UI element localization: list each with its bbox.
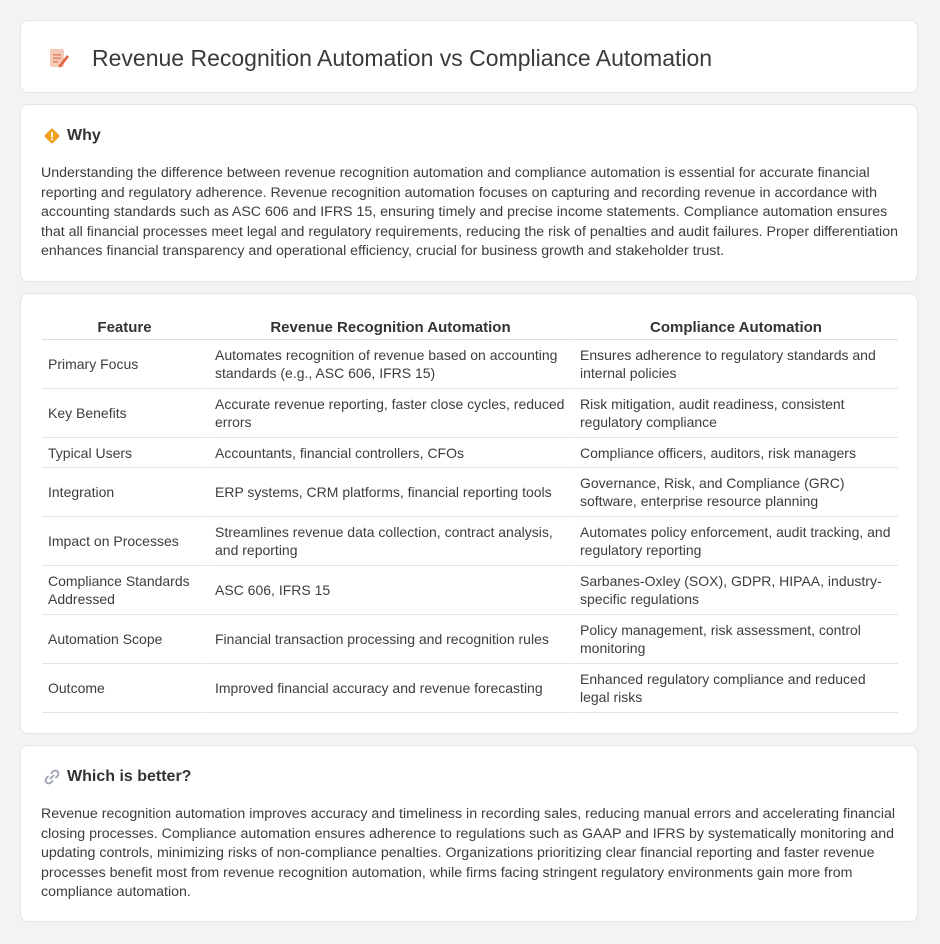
header-compliance: Compliance Automation [572,315,898,340]
table-row [42,566,898,615]
revenue-cell: ERP systems, CRM platforms, financial reporting tools [207,468,572,517]
feature-cell: Impact on Processes [42,517,207,566]
feature-cell: Automation Scope [42,615,207,664]
feature-cell: Integration [42,468,207,517]
compliance-cell: Enhanced regulatory compliance and reduced legal risks [572,664,898,713]
table-row [42,389,898,438]
title-card [20,20,918,93]
diamond-warning-icon [43,127,61,145]
feature-cell: Typical Users [42,438,207,468]
table-row [42,468,898,517]
compliance-cell: Sarbanes-Oxley (SOX), GDPR, HIPAA, industry-specific regulations [572,566,898,615]
why-heading: Why [67,127,101,144]
compliance-cell: Risk mitigation, audit readiness, consistent regulatory compliance [572,389,898,438]
compliance-cell: Automates policy enforcement, audit tracking, and regulatory reporting [572,517,898,566]
why-section [20,104,918,282]
comparison-table-card [20,293,918,734]
revenue-cell: Financial transaction processing and recognition rules [207,615,572,664]
feature-cell: Primary Focus [42,340,207,389]
revenue-cell: ASC 606, IFRS 15 [207,566,572,615]
revenue-cell: Accountants, financial controllers, CFOs [207,438,572,468]
revenue-cell: Improved financial accuracy and revenue forecasting [207,664,572,713]
compliance-cell: Governance, Risk, and Compliance (GRC) software, enterprise resource planning [572,468,898,517]
feature-cell: Outcome [42,664,207,713]
which-is-better-section [20,745,918,922]
table-row [42,438,898,468]
header-revenue-recognition: Revenue Recognition Automation [207,315,572,340]
table-row [42,517,898,566]
table-row [42,664,898,713]
why-text: Understanding the difference between revenue recognition automation and compliance automation is essential for accurate financial reporting and regulatory adherence. Revenue recognition automation focuses on capturing and recording revenue in accordance with accounting standards such as ASC 606 and IFRS 15, ensuring timely and precise income statements. Compliance automation ensures that all financial processes meet legal and regulatory requirements, reducing the risk of penalties and audit failures. Proper differentiation enhances financial transparency and operational efficiency, crucial for business growth and stakeholder trust. [41,165,898,260]
header-feature: Feature [42,315,207,340]
page-title: Revenue Recognition Automation vs Compliance Automation [92,45,713,71]
revenue-cell: Streamlines revenue data collection, contract analysis, and reporting [207,517,572,566]
table-header-row [42,315,898,340]
link-icon [43,768,61,786]
feature-cell: Key Benefits [42,389,207,438]
revenue-cell: Automates recognition of revenue based on accounting standards (e.g., ASC 606, IFRS 15) [207,340,572,389]
comparison-table [42,315,898,713]
better-text: Revenue recognition automation improves accuracy and timeliness in recording sales, reducing manual errors and accelerating financial closing processes. Compliance automation ensures adherence to regulations such as GAAP and IFRS by systematically monitoring and updating controls, minimizing risks of non-compliance penalties. Organizations prioritizing clear financial reporting and faster revenue processes benefit most from revenue recognition automation, while firms facing stringent regulatory environments gain more from compliance automation. [41,806,896,901]
better-heading: Which is better? [67,768,192,785]
compliance-cell: Policy management, risk assessment, control monitoring [572,615,898,664]
revenue-cell: Accurate revenue reporting, faster close cycles, reduced errors [207,389,572,438]
document-pencil-icon [47,46,71,70]
feature-cell: Compliance Standards Addressed [42,566,207,615]
table-row [42,615,898,664]
table-row [42,340,898,389]
compliance-cell: Ensures adherence to regulatory standards and internal policies [572,340,898,389]
compliance-cell: Compliance officers, auditors, risk managers [572,438,898,468]
